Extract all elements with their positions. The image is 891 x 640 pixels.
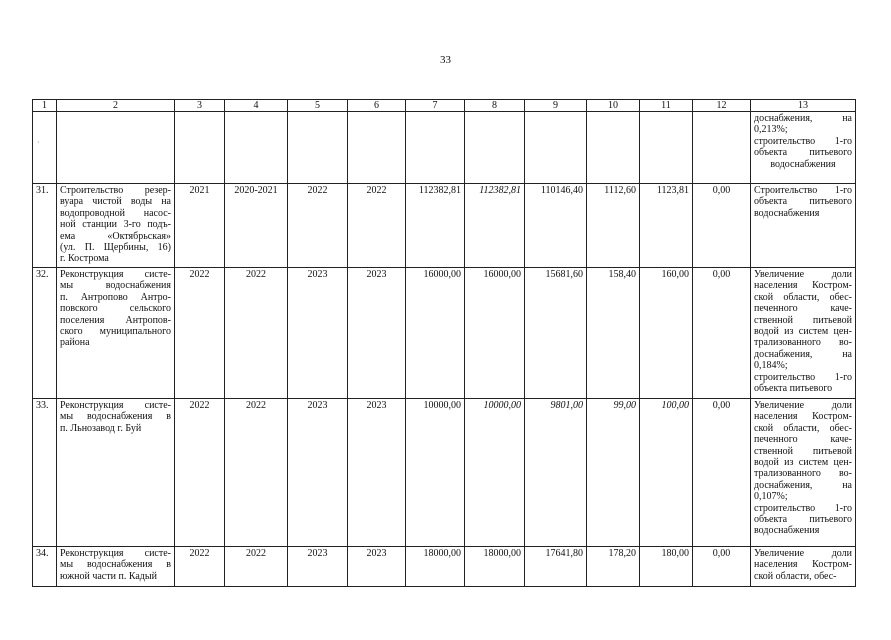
amount-7: 112382,81 bbox=[406, 184, 465, 268]
amount-9: 15681,60 bbox=[525, 268, 587, 399]
header-cell: 8 bbox=[465, 100, 525, 112]
header-cell: 13 bbox=[751, 100, 856, 112]
amount-9: 110146,40 bbox=[525, 184, 587, 268]
continuation-result-cell: доснабжения, на 0,213%; строительство 1-го объекта питьевого водоснабжения bbox=[751, 112, 856, 184]
start-year: 2022 bbox=[175, 547, 225, 587]
row-number: 34. bbox=[33, 547, 57, 587]
amount-8: 112382,81 bbox=[465, 184, 525, 268]
margin-mark: · bbox=[37, 138, 40, 147]
investment-table bbox=[32, 99, 856, 587]
header-cell: 9 bbox=[525, 100, 587, 112]
header-cell: 7 bbox=[406, 100, 465, 112]
header-cell: 3 bbox=[175, 100, 225, 112]
period: 2022 bbox=[225, 399, 288, 547]
header-cell: 12 bbox=[693, 100, 751, 112]
year-6: 2023 bbox=[348, 399, 406, 547]
amount-8: 16000,00 bbox=[465, 268, 525, 399]
amount-11: 160,00 bbox=[640, 268, 693, 399]
amount-11: 180,00 bbox=[640, 547, 693, 587]
header-cell: 2 bbox=[57, 100, 175, 112]
row-number: 33. bbox=[33, 399, 57, 547]
amount-8: 18000,00 bbox=[465, 547, 525, 587]
header-cell: 4 bbox=[225, 100, 288, 112]
amount-7: 16000,00 bbox=[406, 268, 465, 399]
period: 2022 bbox=[225, 268, 288, 399]
start-year: 2021 bbox=[175, 184, 225, 268]
period: 2020-2021 bbox=[225, 184, 288, 268]
expected-result: Увеличение доли населения Костром- ской области, обес- bbox=[751, 547, 856, 587]
header-cell: 10 bbox=[587, 100, 640, 112]
amount-12: 0,00 bbox=[693, 547, 751, 587]
year-5: 2023 bbox=[288, 268, 348, 399]
period: 2022 bbox=[225, 547, 288, 587]
header-cell: 5 bbox=[288, 100, 348, 112]
amount-8: 10000,00 bbox=[465, 399, 525, 547]
table-row bbox=[33, 268, 856, 399]
continuation-row bbox=[33, 112, 856, 184]
amount-9: 9801,00 bbox=[525, 399, 587, 547]
table-row bbox=[33, 184, 856, 268]
year-6: 2023 bbox=[348, 268, 406, 399]
amount-7: 10000,00 bbox=[406, 399, 465, 547]
amount-9: 17641,80 bbox=[525, 547, 587, 587]
year-6: 2022 bbox=[348, 184, 406, 268]
expected-result: Строительство 1-го объекта питьевого водоснабжения bbox=[751, 184, 856, 268]
row-number: 31. bbox=[33, 184, 57, 268]
row-number: 32. bbox=[33, 268, 57, 399]
year-5: 2023 bbox=[288, 399, 348, 547]
amount-10: 1112,60 bbox=[587, 184, 640, 268]
header-cell: 6 bbox=[348, 100, 406, 112]
project-name: Строительство резер- вуара чистой воды на водопроводной насос- ной станции 3-го подъ- ема «Октябрьская» (ул. П. Щербины, 16) г. Кострома bbox=[57, 184, 175, 268]
start-year: 2022 bbox=[175, 399, 225, 547]
year-5: 2022 bbox=[288, 184, 348, 268]
column-number-row bbox=[33, 100, 856, 112]
amount-12: 0,00 bbox=[693, 268, 751, 399]
amount-10: 178,20 bbox=[587, 547, 640, 587]
page-number: 33 bbox=[440, 54, 451, 66]
amount-10: 158,40 bbox=[587, 268, 640, 399]
amount-11: 1123,81 bbox=[640, 184, 693, 268]
header-cell: 11 bbox=[640, 100, 693, 112]
table-row bbox=[33, 547, 856, 587]
table-row bbox=[33, 399, 856, 547]
project-name: Реконструкция систе- мы водоснабжения в п. Льнозавод г. Буй bbox=[57, 399, 175, 547]
year-5: 2023 bbox=[288, 547, 348, 587]
project-name: Реконструкция систе- мы водоснабжения в южной части п. Кадый bbox=[57, 547, 175, 587]
project-name: Реконструкция систе- мы водоснабжения п. Антропово Антро- повского сельского поселения Антропов- ского муниципального района bbox=[57, 268, 175, 399]
amount-10: 99,00 bbox=[587, 399, 640, 547]
amount-7: 18000,00 bbox=[406, 547, 465, 587]
amount-12: 0,00 bbox=[693, 399, 751, 547]
year-6: 2023 bbox=[348, 547, 406, 587]
expected-result: Увеличение доли населения Костром- ской области, обес- печенного каче- ственной питьевой водой из систем цен- трализованного во- доснабжения, на 0,184%; строительство 1-го объекта питьевого bbox=[751, 268, 856, 399]
amount-11: 100,00 bbox=[640, 399, 693, 547]
amount-12: 0,00 bbox=[693, 184, 751, 268]
start-year: 2022 bbox=[175, 268, 225, 399]
header-cell: 1 bbox=[33, 100, 57, 112]
expected-result: Увеличение доли населения Костром- ской области, обес- печенного каче- ственной питьевой водой из систем цен- трализованного во- доснабжения, на 0,107%; строительство 1-го объекта питьевого водоснабжения bbox=[751, 399, 856, 547]
